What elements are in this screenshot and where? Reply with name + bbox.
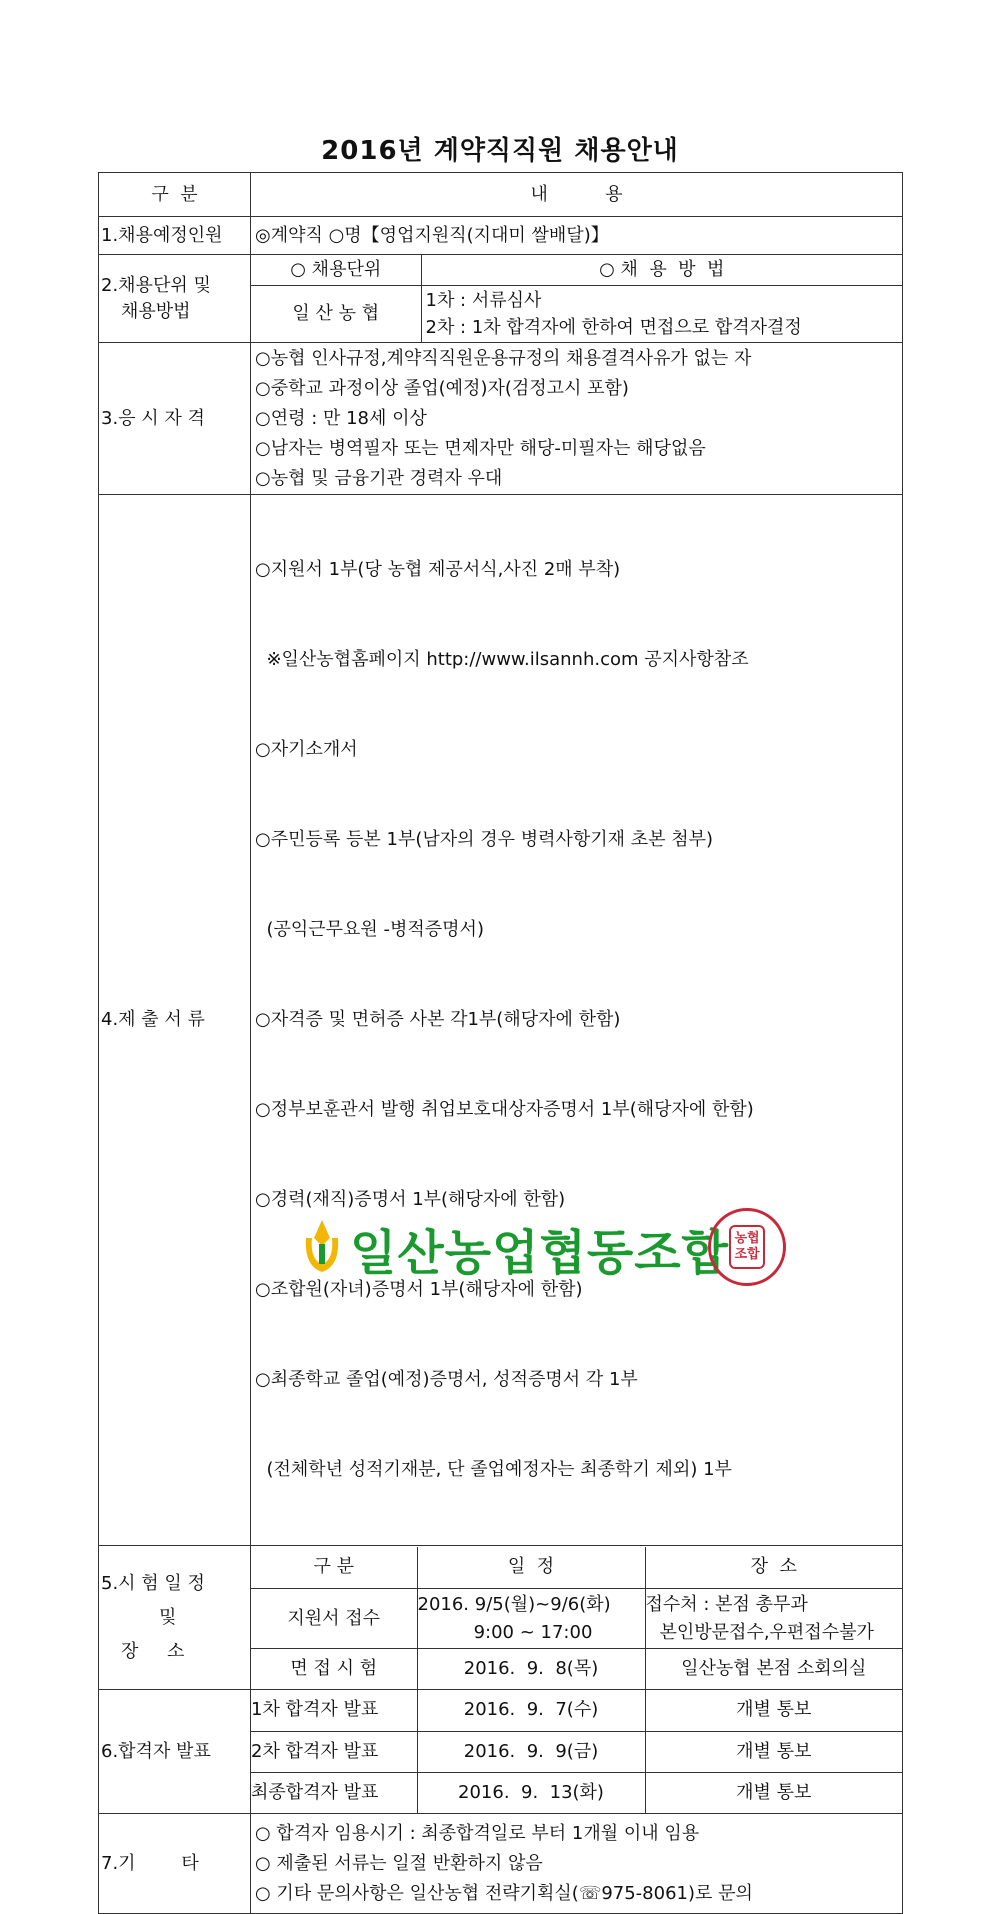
list-item: ○농협 및 금융기관 경력자 우대 [255,467,503,489]
schedule-date: 2016. 9/5(월)~9/6(화) [417,1593,611,1615]
row-content: ◎계약직 ○명【영업지원직(지대미 쌀배달)】 [255,224,609,246]
row-label-line: 5.시 험 일 정 [101,1572,205,1594]
list-item: ○연령 : 만 18세 이상 [255,407,427,429]
announcement-method: 개별 통보 [645,1772,902,1813]
list-item: ○자기소개서 [255,739,358,760]
row-label-line: 및 [159,1606,177,1628]
row-label-line: 2.채용단위 및 [101,274,211,296]
schedule-place-note: 본인방문접수,우편접수불가 [659,1621,874,1643]
schedule-date: 2016. 9. 8(목) [417,1649,645,1689]
list-item: (공익근무요원 -병적증명서) [255,919,484,940]
list-item: ○지원서 1부(당 농협 제공서식,사진 2매 부착) [255,559,621,580]
method-item: 1차 : 서류심사 [425,290,542,311]
list-item: ○ 기타 문의사항은 일산농협 전략기획실(☏975-8061)로 문의 [255,1882,753,1904]
table-row-announcement [99,1690,903,1814]
announcement-name: 1차 합격자 발표 [251,1690,417,1731]
recruitment-table [98,172,903,1914]
announcement-method: 개별 통보 [645,1690,902,1731]
schedule-header: 구 분 [251,1547,417,1589]
schedule-header: 일 정 [417,1547,645,1589]
announcement-subtable [251,1690,902,1813]
official-seal-icon [708,1208,786,1286]
row-label-line: 장 소 [121,1640,185,1662]
cooperative-name: 일산농업협동조합 [350,1225,729,1281]
list-item: ○주민등록 등본 1부(남자의 경우 병력사항기재 초본 첨부) [255,829,714,850]
announcement-date: 2016. 9. 13(화) [417,1772,645,1813]
nh-emblem-icon [300,1216,344,1276]
schedule-place: 일산농협 본점 소회의실 [645,1649,902,1689]
table-row-hiring-method [99,255,903,343]
unit-value: 일 산 농 협 [251,286,421,342]
schedule-name: 면 접 시 험 [251,1649,417,1689]
list-item: ○자격증 및 면허증 사본 각1부(해당자에 한함) [255,1009,621,1030]
seal-inner: 농협 조합 [729,1225,765,1269]
schedule-header: 장 소 [645,1547,902,1589]
table-row-schedule [99,1546,903,1690]
list-item: ○ 제출된 서류는 일절 반환하지 않음 [255,1852,543,1874]
list-item: ○최종학교 졸업(예정)증명서, 성적증명서 각 1부 [255,1369,638,1390]
list-item: ○중학교 과정이상 졸업(예정)자(검정고시 포함) [255,377,629,399]
header-category: 구 분 [99,173,251,217]
row-label-line: 채용방법 [121,300,191,322]
schedule-subtable [251,1547,902,1689]
row-label: 7.기 타 [99,1814,251,1914]
table-header-row [99,173,903,217]
table-row-hiring-count [99,217,903,255]
cooperative-logo [300,1210,800,1290]
header-content: 내 용 [251,173,903,217]
row-label: 1.채용예정인원 [99,217,251,255]
list-item: ○ 합격자 임용시기 : 최종합격일로 부터 1개월 이내 임용 [255,1822,700,1844]
announcement-date: 2016. 9. 9(금) [417,1731,645,1772]
list-item: ○조합원(자녀)증명서 1부(해당자에 한함) [255,1279,583,1300]
schedule-time: 9:00 ~ 17:00 [473,1621,593,1643]
table-row-other [99,1814,903,1914]
row-label: 4.제 출 서 류 [99,495,251,1546]
announcement-name: 최종합격자 발표 [251,1772,417,1813]
row-label [99,255,251,343]
announcement-name: 2차 합격자 발표 [251,1731,417,1772]
table-row-documents [99,495,903,1546]
list-item: ○경력(재직)증명서 1부(해당자에 한함) [255,1189,566,1210]
row-label: 6.합격자 발표 [99,1690,251,1814]
method-header: ○ 채 용 방 법 [421,255,902,286]
row-label: 3.응 시 자 격 [99,343,251,495]
method-item: 2차 : 1차 합격자에 한하여 면접으로 합격자결정 [425,317,802,338]
schedule-place: 접수처 : 본점 총무과 [645,1593,808,1615]
list-item: ※일산농협홈페이지 http://www.ilsannh.com 공지사항참조 [255,649,749,670]
method-subtable [251,255,902,342]
page-title: 2016년 계약직직원 채용안내 [321,136,679,166]
list-item: ○농협 인사규정,계약직직원운용규정의 채용결격사유가 없는 자 [255,347,752,369]
announcement-date: 2016. 9. 7(수) [417,1690,645,1731]
list-item: ○정부보훈관서 발행 취업보호대상자증명서 1부(해당자에 한함) [255,1099,754,1120]
list-item: (전체학년 성적기재분, 단 졸업예정자는 최종학기 제외) 1부 [255,1459,732,1480]
unit-header: ○ 채용단위 [251,255,421,286]
announcement-method: 개별 통보 [645,1731,902,1772]
table-row-eligibility [99,343,903,495]
row-label [99,1546,251,1690]
list-item: ○남자는 병역필자 또는 면제자만 해당-미필자는 해당없음 [255,437,706,459]
schedule-name: 지원서 접수 [251,1589,417,1649]
